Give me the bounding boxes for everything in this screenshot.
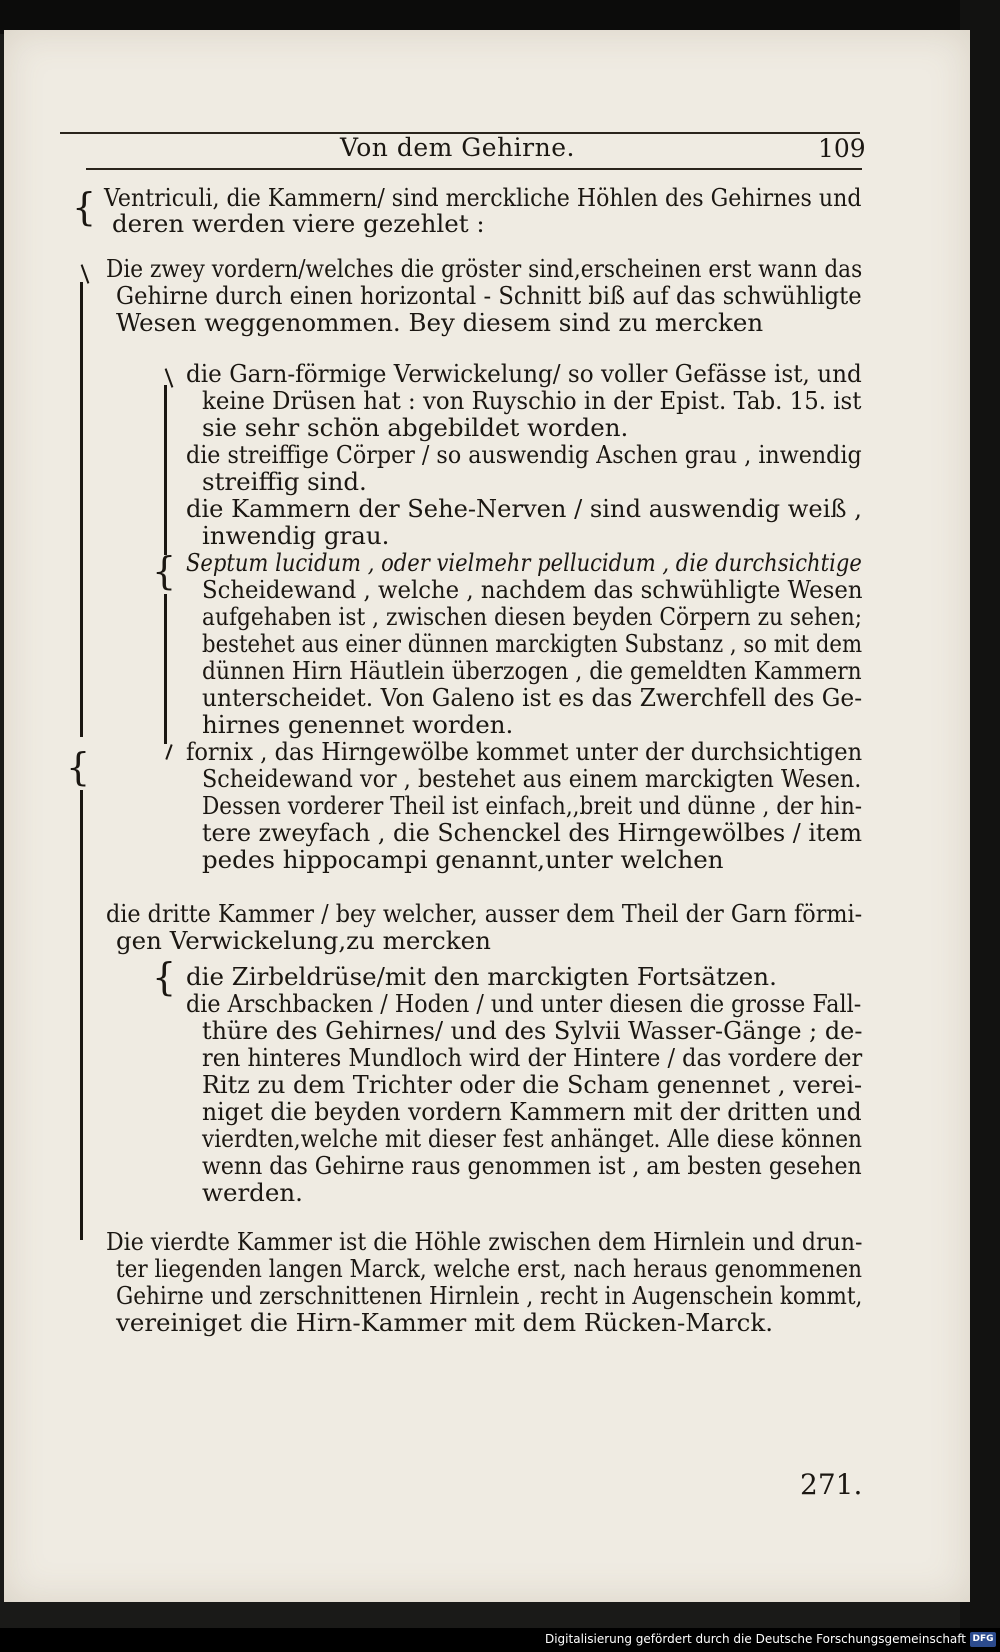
- item1-line: aufgehaben ist , zwischen diesen beyden Cörpern zu sehen;: [202, 602, 863, 631]
- item2-line: Ritz zu dem Trichter oder die Scham genennet , verei-: [202, 1070, 863, 1099]
- running-head: Von dem Gehirne.: [340, 133, 575, 162]
- item1-line: hirnes genennet worden.: [202, 710, 514, 739]
- item1-line: pedes hippocampi genannt,unter welchen: [202, 845, 724, 874]
- outer-bracket-lower: [80, 790, 83, 1210]
- item2-line: vierdten,welche mit dieser fest anhänget. Alle diese können: [202, 1124, 863, 1153]
- outer-bracket-mid: {: [66, 745, 91, 789]
- item2-line: werden.: [202, 1178, 303, 1207]
- sub-bracket-1-upper: [164, 385, 167, 555]
- item1-line: inwendig grau.: [202, 521, 390, 550]
- section1-line: Gehirne durch einen horizontal - Schnitt biß auf das schwühligte: [116, 281, 862, 310]
- item1-line: fornix , das Hirngewölbe kommet unter der durchsichtigen: [186, 737, 863, 766]
- sub-bracket-1-lower: [164, 594, 167, 744]
- item1-line: die streiffige Cörper / so auswendig Aschen grau , inwendig: [186, 440, 862, 469]
- item1-line: die Kammern der Sehe-Nerven / sind auswendig weiß ,: [186, 494, 862, 523]
- item2-line: ren hinteres Mundloch wird der Hintere / das vordere der: [202, 1043, 863, 1072]
- item1-line: keine Drüsen hat : von Ruyschio in der Epist. Tab. 15. ist: [202, 386, 862, 415]
- section3-line: ter liegenden langen Marck, welche erst, nach heraus genommenen: [116, 1254, 862, 1283]
- item2-line: wenn das Gehirne raus genommen ist , am besten gesehen: [202, 1151, 862, 1180]
- sub-bracket-1-mid: {: [152, 549, 177, 593]
- section2-line: gen Verwickelung,zu mercken: [116, 926, 491, 955]
- item1-line: Scheidewand , welche , nachdem das schwühligte Wesen: [202, 575, 863, 604]
- dfg-logo-icon: DFG: [970, 1632, 996, 1647]
- page-number: 109: [818, 134, 866, 163]
- item2-line: die Arschbacken / Hoden / und unter diesen die grosse Fall-: [186, 989, 862, 1018]
- section3-line: Die vierdte Kammer ist die Höhle zwischen dem Hirnlein und drun-: [106, 1227, 863, 1256]
- item1-line: tere zweyfach , die Schenckel des Hirngewölbes / item: [202, 818, 863, 847]
- sub-bracket-2: {: [152, 955, 177, 999]
- intro-line: Ventriculi, die Kammern/ sind merckliche Höhlen des Gehirnes und: [104, 183, 862, 212]
- item1-line: unterscheidet. Von Galeno ist es das Zwerchfell des Ge-: [202, 683, 863, 712]
- item1-line: sie sehr schön abgebildet worden.: [202, 413, 629, 442]
- scan-border-top: [0, 0, 1000, 34]
- item2-line: thüre des Gehirnes/ und des Sylvii Wasser-Gänge ; de-: [202, 1016, 863, 1045]
- section3-line: Gehirne und zerschnittenen Hirnlein , recht in Augenschein kommt,: [116, 1281, 863, 1310]
- item1-line: Dessen vorderer Theil ist einfach,,breit und dünne , der hin-: [202, 791, 863, 820]
- section1-line: Wesen weggenommen. Bey diesem sind zu mercken: [116, 308, 764, 337]
- item1-line: Septum lucidum , oder vielmehr pellucidum , die durchsichtige: [186, 548, 862, 577]
- outer-bracket-foot: [80, 1210, 83, 1240]
- section3-line: vereiniget die Hirn-Kammer mit dem Rücken-Marck.: [116, 1308, 773, 1337]
- outer-bracket-upper: [80, 282, 83, 737]
- section1-line: Die zwey vordern/welches die gröster sind,erscheinen erst wann das: [106, 254, 863, 283]
- brace-intro: {: [72, 185, 97, 229]
- item1-line: streiffig sind.: [202, 467, 367, 496]
- item2-line: niget die beyden vordern Kammern mit der dritten und: [202, 1097, 862, 1126]
- section2-line: die dritte Kammer / bey welcher, ausser dem Theil der Garn förmi-: [106, 899, 863, 928]
- item1-line: dünnen Hirn Häutlein überzogen , die gemeldten Kammern: [202, 656, 862, 685]
- item2-line: die Zirbeldrüse/mit den marckigten Fortsätzen.: [186, 962, 777, 991]
- footer-credit: Digitalisierung gefördert durch die Deutsche Forschungsgemeinschaft: [544, 1632, 966, 1646]
- item1-line: bestehet aus einer dünnen marckigten Substanz , so mit dem: [202, 629, 863, 658]
- item1-line: Scheidewand vor , bestehet aus einem marckigten Wesen.: [202, 764, 862, 793]
- intro-line: deren werden viere gezehlet :: [112, 209, 485, 238]
- item1-line: die Garn-förmige Verwickelung/ so voller Gefässe ist, und: [186, 359, 862, 388]
- folio-number: 271.: [800, 1468, 863, 1501]
- header-rule-bottom: [86, 168, 862, 170]
